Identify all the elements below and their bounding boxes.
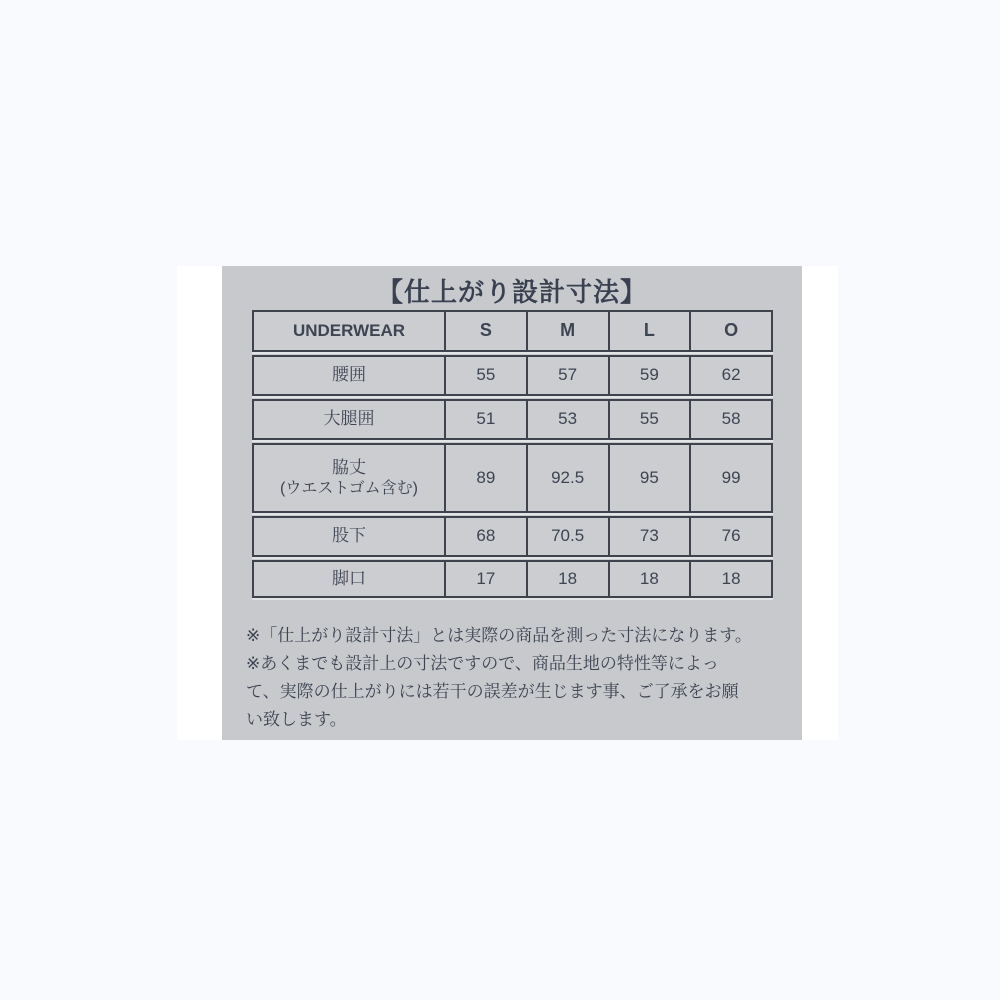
row-label: 大腿囲 [323, 409, 375, 429]
column-header-underwear: UNDERWEAR [292, 320, 406, 340]
note-line: ※あくまでも設計上の寸法ですので、商品生地の特性等によっ [246, 654, 719, 673]
table-cell: 59 [608, 357, 690, 394]
row-label: 腰囲 [332, 365, 366, 385]
table-row-side-length [252, 443, 773, 513]
table-cell: 55 [608, 401, 690, 438]
table-header-row [252, 310, 773, 352]
table-cell: 73 [608, 518, 690, 555]
table-row-waist [252, 355, 773, 396]
table-cell: 70.5 [526, 518, 608, 555]
table-cell: 62 [689, 357, 771, 394]
size-chart-title: 【仕上がり設計寸法】 [376, 277, 647, 307]
column-header-m: M [526, 312, 608, 350]
table-row-thigh [252, 399, 773, 440]
table-cell: 99 [689, 445, 771, 511]
table-cell: 18 [526, 562, 608, 596]
note-line: い致します。 [246, 710, 347, 729]
row-label-main: 脇丈 [332, 457, 366, 477]
table-cell: 68 [444, 518, 526, 555]
size-chart-panel [222, 266, 802, 740]
table-cell: 17 [444, 562, 526, 596]
table-cell: 95 [608, 445, 690, 511]
table-cell: 76 [689, 518, 771, 555]
row-label: 脚口 [332, 568, 366, 588]
note-line: ※「仕上がり設計寸法」とは実際の商品を測った寸法になります。 [246, 626, 752, 645]
size-table [252, 310, 773, 598]
row-label: 股下 [332, 526, 366, 546]
table-row-leg-opening [252, 560, 773, 598]
table-cell: 18 [689, 562, 771, 596]
row-label [254, 445, 444, 511]
column-header-s: S [444, 312, 526, 350]
table-cell: 89 [444, 445, 526, 511]
table-cell: 57 [526, 357, 608, 394]
footnotes [246, 622, 786, 734]
column-header-o: O [689, 312, 771, 350]
table-cell: 58 [689, 401, 771, 438]
row-label-sub: (ウエストゴム含む) [279, 479, 419, 497]
column-header-l: L [608, 312, 690, 350]
table-cell: 53 [526, 401, 608, 438]
note-line: て、実際の仕上がりには若干の誤差が生じます事、ご了承をお願 [246, 682, 739, 701]
table-cell: 92.5 [526, 445, 608, 511]
table-cell: 18 [608, 562, 690, 596]
table-cell: 55 [444, 357, 526, 394]
table-cell: 51 [444, 401, 526, 438]
table-row-inseam [252, 516, 773, 557]
